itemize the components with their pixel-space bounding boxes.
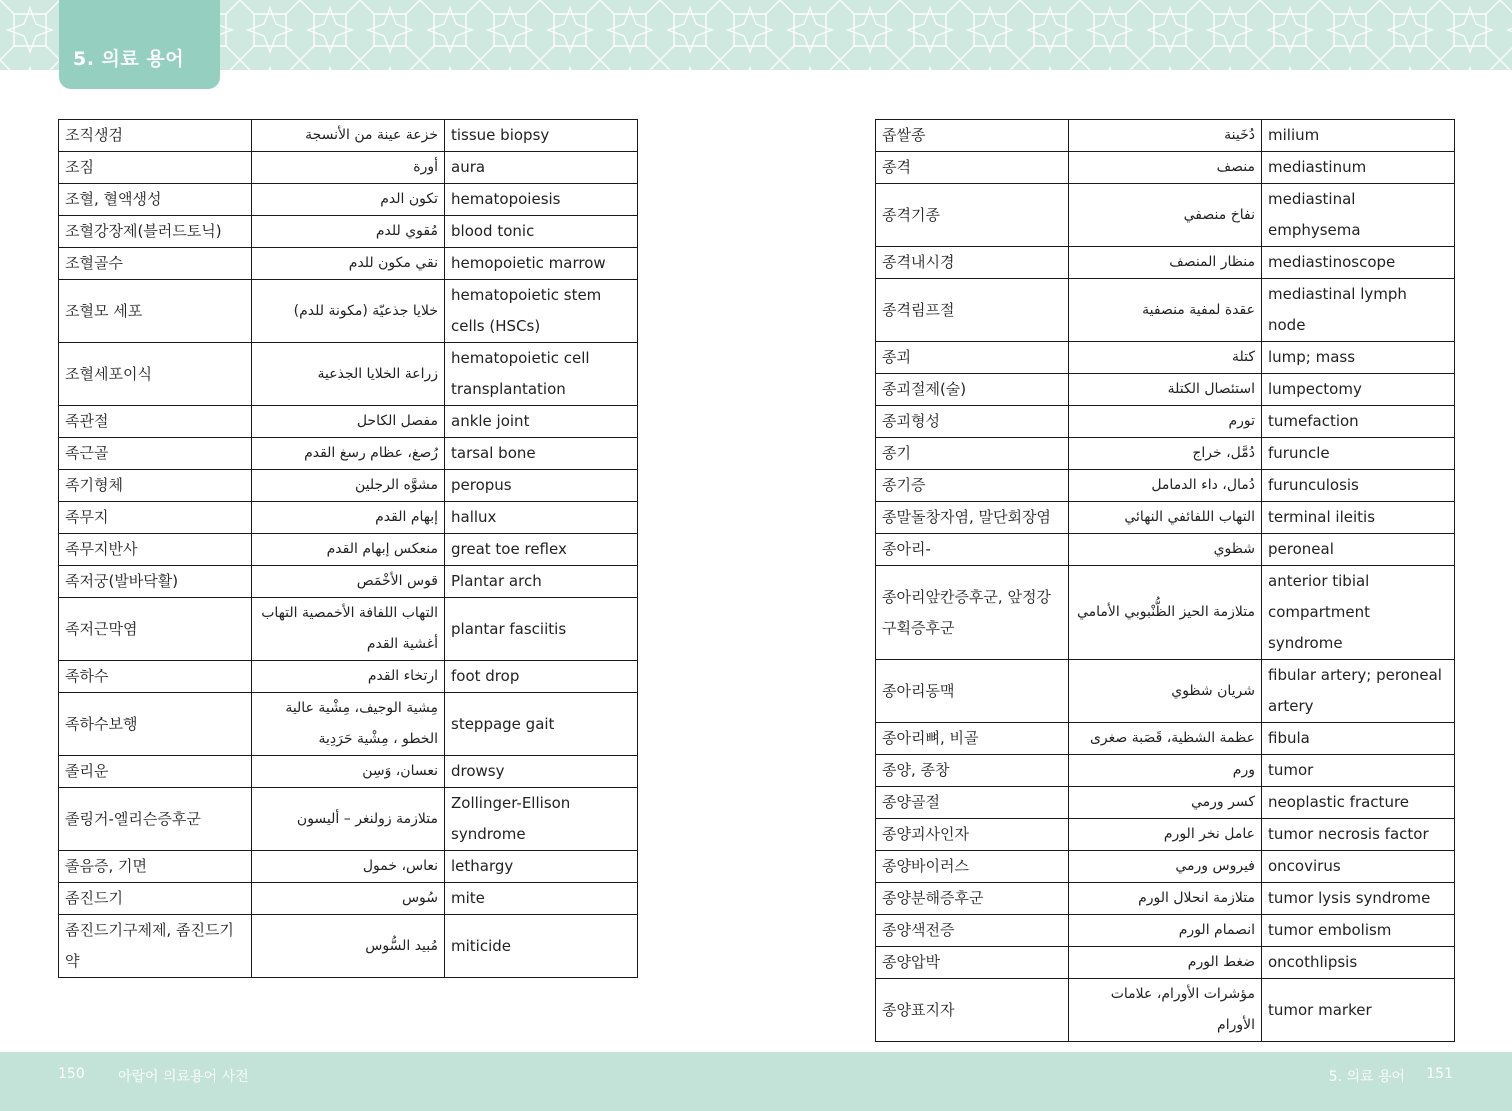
table-row	[59, 851, 638, 883]
arabic-term: فيروس ورمي	[1069, 851, 1262, 883]
english-term: ankle joint	[445, 406, 638, 438]
table-row	[876, 438, 1455, 470]
english-term: foot drop	[445, 661, 638, 693]
table-row	[876, 947, 1455, 979]
english-term: tumefaction	[1262, 406, 1455, 438]
arabic-term: عقدة لمفية منصفية	[1069, 279, 1262, 342]
english-term: fibula	[1262, 723, 1455, 755]
table-row	[876, 374, 1455, 406]
table-row	[59, 470, 638, 502]
table-row	[876, 120, 1455, 152]
table-row	[59, 248, 638, 280]
korean-term: 종격	[876, 152, 1069, 184]
arabic-term: عامل نخر الورم	[1069, 819, 1262, 851]
english-term: tumor	[1262, 755, 1455, 787]
arabic-term: شريان شظوي	[1069, 660, 1262, 723]
table-row	[876, 979, 1455, 1042]
table-row	[59, 184, 638, 216]
table-row	[876, 787, 1455, 819]
arabic-term: دُمال، داء الدمامل	[1069, 470, 1262, 502]
korean-term: 족하수보행	[59, 693, 252, 756]
korean-term: 종아리앞칸증후군, 앞정강구획증후군	[876, 566, 1069, 660]
korean-term: 조혈, 혈액생성	[59, 184, 252, 216]
english-term: plantar fasciitis	[445, 598, 638, 661]
korean-term: 종격기종	[876, 184, 1069, 247]
arabic-term: متلازمة الحيز الظُّنْبوبي الأمامي	[1069, 566, 1262, 660]
arabic-term: مُقوي للدم	[252, 216, 445, 248]
table-row	[876, 723, 1455, 755]
english-term: oncothlipsis	[1262, 947, 1455, 979]
english-term: hallux	[445, 502, 638, 534]
korean-term: 족저궁(발바닥활)	[59, 566, 252, 598]
table-row	[59, 566, 638, 598]
english-term: tumor lysis syndrome	[1262, 883, 1455, 915]
korean-term: 족저근막염	[59, 598, 252, 661]
english-term: miticide	[445, 915, 638, 978]
table-row	[876, 470, 1455, 502]
arabic-term: منظار المنصف	[1069, 247, 1262, 279]
korean-term: 졸링거-엘리슨증후군	[59, 788, 252, 851]
table-row	[59, 693, 638, 756]
table-row	[876, 406, 1455, 438]
arabic-term: كسر ورمي	[1069, 787, 1262, 819]
korean-term: 좀진드기	[59, 883, 252, 915]
right-section-label: 5. 의료 용어	[1328, 1069, 1405, 1085]
arabic-term: خزعة عينة من الأنسجة	[252, 120, 445, 152]
english-term: tumor marker	[1262, 979, 1455, 1042]
table-row	[59, 534, 638, 566]
korean-term: 종양색전증	[876, 915, 1069, 947]
korean-term: 종아리동맥	[876, 660, 1069, 723]
left-page-number: 150	[58, 1066, 85, 1082]
table-row	[59, 502, 638, 534]
korean-term: 조혈세포이식	[59, 343, 252, 406]
arabic-term: ارتخاء القدم	[252, 661, 445, 693]
table-row	[876, 883, 1455, 915]
arabic-term: متلازمة زولنغر – أليسون	[252, 788, 445, 851]
english-term: drowsy	[445, 756, 638, 788]
book-title: 아랍어 의료용어 사전	[118, 1069, 249, 1085]
table-row	[876, 247, 1455, 279]
korean-term: 족근골	[59, 438, 252, 470]
arabic-term: مؤشرات الأورام، علامات الأورام	[1069, 979, 1262, 1042]
table-row	[876, 566, 1455, 660]
korean-term: 족관절	[59, 406, 252, 438]
table-row	[876, 279, 1455, 342]
korean-term: 종말돌창자염, 말단회장염	[876, 502, 1069, 534]
korean-term: 종양괴사인자	[876, 819, 1069, 851]
arabic-term: دُخَينة	[1069, 120, 1262, 152]
arabic-term: تكون الدم	[252, 184, 445, 216]
english-term: lump; mass	[1262, 342, 1455, 374]
arabic-term: نعسان، وَسِن	[252, 756, 445, 788]
korean-term: 종아리-	[876, 534, 1069, 566]
korean-term: 종양표지자	[876, 979, 1069, 1042]
table-row	[876, 534, 1455, 566]
english-term: oncovirus	[1262, 851, 1455, 883]
english-term: lethargy	[445, 851, 638, 883]
korean-term: 종아리뼈, 비골	[876, 723, 1069, 755]
glossary-table-left	[58, 119, 638, 978]
table-row	[876, 851, 1455, 883]
right-page-number: 151	[1426, 1066, 1453, 1082]
english-term: tarsal bone	[445, 438, 638, 470]
english-term: tissue biopsy	[445, 120, 638, 152]
arabic-term: متلازمة انحلال الورم	[1069, 883, 1262, 915]
table-row	[876, 342, 1455, 374]
korean-term: 종기증	[876, 470, 1069, 502]
korean-term: 종괴형성	[876, 406, 1069, 438]
section-tab	[59, 0, 220, 89]
arabic-term: عظمة الشظية، قَصَبة صغرى	[1069, 723, 1262, 755]
korean-term: 족무지	[59, 502, 252, 534]
table-row	[59, 915, 638, 978]
arabic-term: نفاخ منصفي	[1069, 184, 1262, 247]
table-row	[59, 152, 638, 184]
english-term: tumor necrosis factor	[1262, 819, 1455, 851]
arabic-term: ورم	[1069, 755, 1262, 787]
korean-term: 종양분해증후군	[876, 883, 1069, 915]
table-row	[59, 343, 638, 406]
arabic-term: التهاب اللفائفي النهائي	[1069, 502, 1262, 534]
korean-term: 종격림프절	[876, 279, 1069, 342]
table-row	[59, 216, 638, 248]
english-term: peropus	[445, 470, 638, 502]
table-row	[876, 755, 1455, 787]
arabic-term: مشوَّه الرجلين	[252, 470, 445, 502]
korean-term: 족기형체	[59, 470, 252, 502]
english-term: peroneal	[1262, 534, 1455, 566]
arabic-term: انصمام الورم	[1069, 915, 1262, 947]
table-row	[876, 184, 1455, 247]
table-row	[876, 660, 1455, 723]
arabic-term: دُمَّل، خراج	[1069, 438, 1262, 470]
table-row	[59, 406, 638, 438]
english-term: lumpectomy	[1262, 374, 1455, 406]
english-term: hematopoietic cell transplantation	[445, 343, 638, 406]
english-term: neoplastic fracture	[1262, 787, 1455, 819]
glossary-table-right	[875, 119, 1455, 1042]
korean-term: 족무지반사	[59, 534, 252, 566]
korean-term: 종양압박	[876, 947, 1069, 979]
english-term: mediastinal lymph node	[1262, 279, 1455, 342]
korean-term: 종양바이러스	[876, 851, 1069, 883]
korean-term: 조짐	[59, 152, 252, 184]
table-row	[59, 280, 638, 343]
arabic-term: استئصال الكتلة	[1069, 374, 1262, 406]
korean-term: 조혈모 세포	[59, 280, 252, 343]
english-term: blood tonic	[445, 216, 638, 248]
english-term: steppage gait	[445, 693, 638, 756]
english-term: mediastinal emphysema	[1262, 184, 1455, 247]
english-term: Plantar arch	[445, 566, 638, 598]
arabic-term: أورة	[252, 152, 445, 184]
korean-term: 조혈강장제(블러드토닉)	[59, 216, 252, 248]
english-term: anterior tibial compartment syndrome	[1262, 566, 1455, 660]
korean-term: 종양골절	[876, 787, 1069, 819]
english-term: furuncle	[1262, 438, 1455, 470]
english-term: furunculosis	[1262, 470, 1455, 502]
arabic-term: نعاس، خمول	[252, 851, 445, 883]
arabic-term: سُوس	[252, 883, 445, 915]
arabic-term: مُبيد السُّوس	[252, 915, 445, 978]
english-term: mite	[445, 883, 638, 915]
arabic-term: كتلة	[1069, 342, 1262, 374]
korean-term: 종기	[876, 438, 1069, 470]
korean-term: 졸음증, 기면	[59, 851, 252, 883]
arabic-term: مِشية الوجيف، مِشْية عالية الخطو ، مِشْية حَرَدِية	[252, 693, 445, 756]
arabic-term: زراعة الخلايا الجذعية	[252, 343, 445, 406]
table-row	[876, 915, 1455, 947]
arabic-term: خلايا جذعيّة (مكونة للدم)	[252, 280, 445, 343]
english-term: hemopoietic marrow	[445, 248, 638, 280]
english-term: tumor embolism	[1262, 915, 1455, 947]
english-term: aura	[445, 152, 638, 184]
english-term: Zollinger-Ellison syndrome	[445, 788, 638, 851]
english-term: milium	[1262, 120, 1455, 152]
korean-term: 조직생검	[59, 120, 252, 152]
arabic-term: رُصغ، عظام رسغ القدم	[252, 438, 445, 470]
table-row	[59, 438, 638, 470]
table-row	[59, 598, 638, 661]
arabic-term: التهاب اللفافة الأخمصية التهاب أغشية القدم	[252, 598, 445, 661]
section-title: 5. 의료 용어	[73, 48, 185, 70]
korean-term: 족하수	[59, 661, 252, 693]
arabic-term: ضغط الورم	[1069, 947, 1262, 979]
korean-term: 좀진드기구제제, 좀진드기약	[59, 915, 252, 978]
arabic-term: منعكس إبهام القدم	[252, 534, 445, 566]
korean-term: 종격내시경	[876, 247, 1069, 279]
table-row	[876, 819, 1455, 851]
arabic-term: نقي مكون للدم	[252, 248, 445, 280]
korean-term: 조혈골수	[59, 248, 252, 280]
english-term: great toe reflex	[445, 534, 638, 566]
table-row	[876, 502, 1455, 534]
english-term: mediastinum	[1262, 152, 1455, 184]
english-term: fibular artery; peroneal artery	[1262, 660, 1455, 723]
arabic-term: تورم	[1069, 406, 1262, 438]
decorative-pattern-banner	[0, 0, 1512, 70]
table-row	[59, 883, 638, 915]
table-row	[59, 661, 638, 693]
arabic-term: شظوي	[1069, 534, 1262, 566]
korean-term: 졸리운	[59, 756, 252, 788]
korean-term: 좁쌀종	[876, 120, 1069, 152]
english-term: hematopoiesis	[445, 184, 638, 216]
english-term: terminal ileitis	[1262, 502, 1455, 534]
korean-term: 종괴절제(술)	[876, 374, 1069, 406]
table-row	[59, 756, 638, 788]
table-row	[59, 120, 638, 152]
table-row	[876, 152, 1455, 184]
korean-term: 종양, 종창	[876, 755, 1069, 787]
arabic-term: إبهام القدم	[252, 502, 445, 534]
korean-term: 종괴	[876, 342, 1069, 374]
table-row	[59, 788, 638, 851]
page-footer	[0, 1052, 1512, 1111]
english-term: mediastinoscope	[1262, 247, 1455, 279]
arabic-term: قوس الأخْمَص	[252, 566, 445, 598]
arabic-term: منصف	[1069, 152, 1262, 184]
arabic-term: مفصل الكاحل	[252, 406, 445, 438]
english-term: hematopoietic stem cells (HSCs)	[445, 280, 638, 343]
